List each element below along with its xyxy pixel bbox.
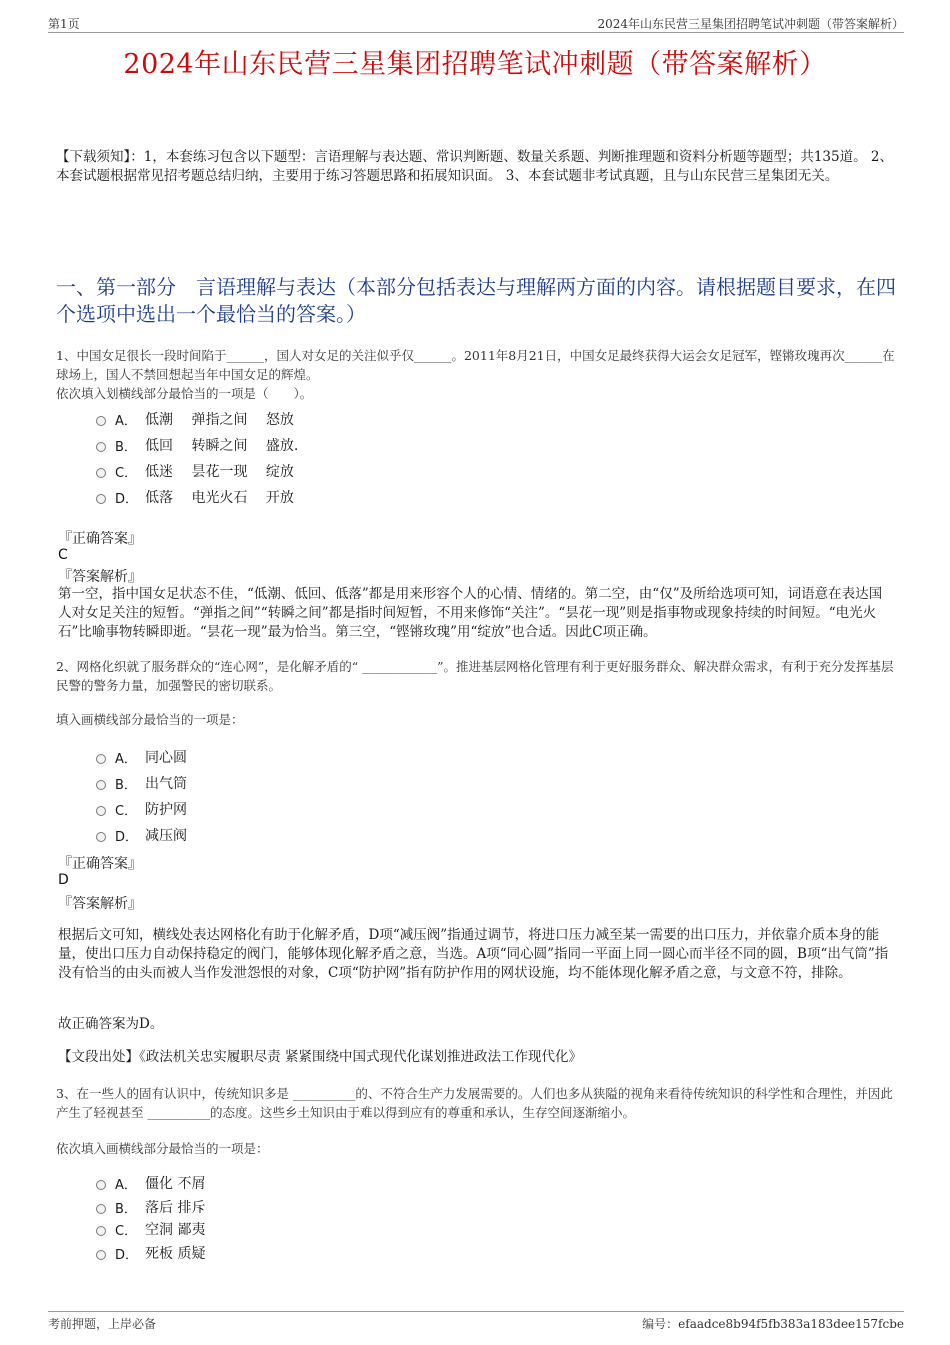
option-b[interactable]: B． 出气筒: [96, 770, 187, 796]
option-b[interactable]: B． 落后 排斥: [96, 1196, 205, 1218]
radio-icon[interactable]: [96, 442, 106, 452]
correct-answer-label: 『正确答案』: [58, 856, 142, 872]
radio-icon[interactable]: [96, 416, 106, 426]
option-d[interactable]: D． 低落 电光火石 开放: [96, 484, 298, 510]
analysis-label: 『答案解析』: [58, 569, 142, 585]
footer-slogan: 考前押题，上岸必备: [48, 1317, 157, 1331]
option-d[interactable]: D． 减压阀: [96, 822, 187, 848]
question-stem: 2、网格化织就了服务群众的“连心网”，是化解矛盾的“ ____________”。推进基层网格化管理有利于更好服务群众、解决群众需求，有利于充分发挥基层民警的警务力量，加强警民的密切联系。: [56, 659, 894, 693]
analysis-text: 根据后文可知，横线处表达网格化有助于化解矛盾，D项“减压阀”指通过调节，将进口压力减至某一需要的出口压力，并依靠介质本身的能量，使出口压力自动保持稳定的阀门，能够体现化解矛盾之意，当选。A项“同心圆”指同一平面上同一圆心而半径不同的圆，B项“出气筒”指没有恰当的由头而被人当作发泄怨恨的对象，C项“防护网”指有防护作用的网状设施，均不能体现化解矛盾之意，与文意不符，排除。: [58, 927, 889, 981]
options-q2: [96, 744, 187, 848]
header-doc-title: 2024年山东民营三星集团招聘笔试冲刺题（带答案解析）: [597, 17, 904, 31]
source-citation: 【文段出处】《政法机关忠实履职尽责 紧紧围绕中国式现代化谋划推进政法工作现代化》: [58, 1049, 583, 1065]
document-title: 2024年山东民营三星集团招聘笔试冲刺题（带答案解析）: [123, 49, 827, 80]
radio-icon[interactable]: [96, 494, 106, 504]
options-q1: [96, 406, 298, 510]
radio-icon[interactable]: [96, 1250, 106, 1260]
analysis-text: 第一空，指中国女足状态不佳，“低潮、低回、低落”都是用来形容个人的心情、情绪的。第二空，由“仅”及所给选项可知，词语意在表达国人对女足关注的短暂。“弹指之间”“转瞬之间”都是指时间短暂，不用来修饰“关注”。“昙花一现”则是指事物或现象持续的时间短。“电光火石”比喻事物转瞬即逝。“昙花一现”最为恰当。第三空，“铿锵玫瑰”用“绽放”也合适。因此C项正确。: [58, 586, 883, 640]
correct-answer-value: D: [58, 872, 69, 888]
option-c[interactable]: C． 防护网: [96, 796, 187, 822]
question-3: [56, 1084, 896, 1122]
footer-serial: 编号：efaadce8b94f5fb383a183dee157fcbe: [642, 1317, 904, 1331]
page-number: 第1页: [48, 17, 80, 31]
question-prompt: 依次填入画横线部分最恰当的一项是：: [56, 1141, 269, 1156]
radio-icon[interactable]: [96, 806, 106, 816]
question-2: [56, 657, 896, 695]
radio-icon[interactable]: [96, 754, 106, 764]
radio-icon[interactable]: [96, 780, 106, 790]
radio-icon[interactable]: [96, 1226, 106, 1236]
correct-answer-value: C: [58, 547, 68, 563]
question-prompt: 依次填入划横线部分最恰当的一项是（ ）。: [56, 386, 313, 401]
option-b[interactable]: B． 低回 转瞬之间 盛放.: [96, 432, 298, 458]
question-prompt: 填入画横线部分最恰当的一项是：: [56, 712, 244, 727]
correct-answer-label: 『正确答案』: [58, 531, 142, 547]
page-footer: [48, 1311, 904, 1334]
option-d[interactable]: D． 死板 质疑: [96, 1240, 205, 1266]
radio-icon[interactable]: [96, 468, 106, 478]
question-stem: 1、中国女足很长一段时间陷于______，国人对女足的关注似乎仅______。2011年8月21日，中国女足最终获得大运会女足冠军，铿锵玫瑰再次______在球场上，国人不禁回想起当年中国女足的辉煌。: [56, 348, 895, 382]
download-notice: 【下载须知】：1，本套练习包含以下题型：言语理解与表达题、常识判断题、数量关系题、判断推理题和资料分析题等题型；共135道。 2、本套试题根据常见招考题总结归纳，主要用于练习答题思路和拓展知识面。 3、本套试题非考试真题，且与山东民营三星集团无关。: [56, 149, 893, 184]
radio-icon[interactable]: [96, 832, 106, 842]
option-a[interactable]: A． 僵化 不屑: [96, 1170, 205, 1196]
page-header: [48, 12, 904, 33]
analysis-label: 『答案解析』: [58, 896, 142, 912]
radio-icon[interactable]: [96, 1204, 106, 1214]
option-a[interactable]: A． 同心圆: [96, 744, 187, 770]
question-stem: 3、在一些人的固有认识中，传统知识多是 __________的、不符合生产力发展需要的。人们也多从狭隘的视角来看待传统知识的科学性和合理性，并因此产生了轻视甚至 __________的态度。这些乡土知识由于难以得到应有的尊重和承认，生存空间逐渐缩小。: [56, 1086, 893, 1120]
question-1: [56, 346, 896, 403]
option-c[interactable]: C． 低迷 昙花一现 绽放: [96, 458, 298, 484]
radio-icon[interactable]: [96, 1180, 106, 1190]
section-title: 一、第一部分 言语理解与表达（本部分包括表达与理解两方面的内容。请根据题目要求，在四个选项中选出一个最恰当的答案。）: [56, 275, 896, 326]
option-a[interactable]: A． 低潮 弹指之间 怒放: [96, 406, 298, 432]
option-c[interactable]: C． 空洞 鄙夷: [96, 1218, 205, 1240]
analysis-conclusion: 故正确答案为D。: [58, 1016, 164, 1032]
options-q3: [96, 1170, 205, 1266]
